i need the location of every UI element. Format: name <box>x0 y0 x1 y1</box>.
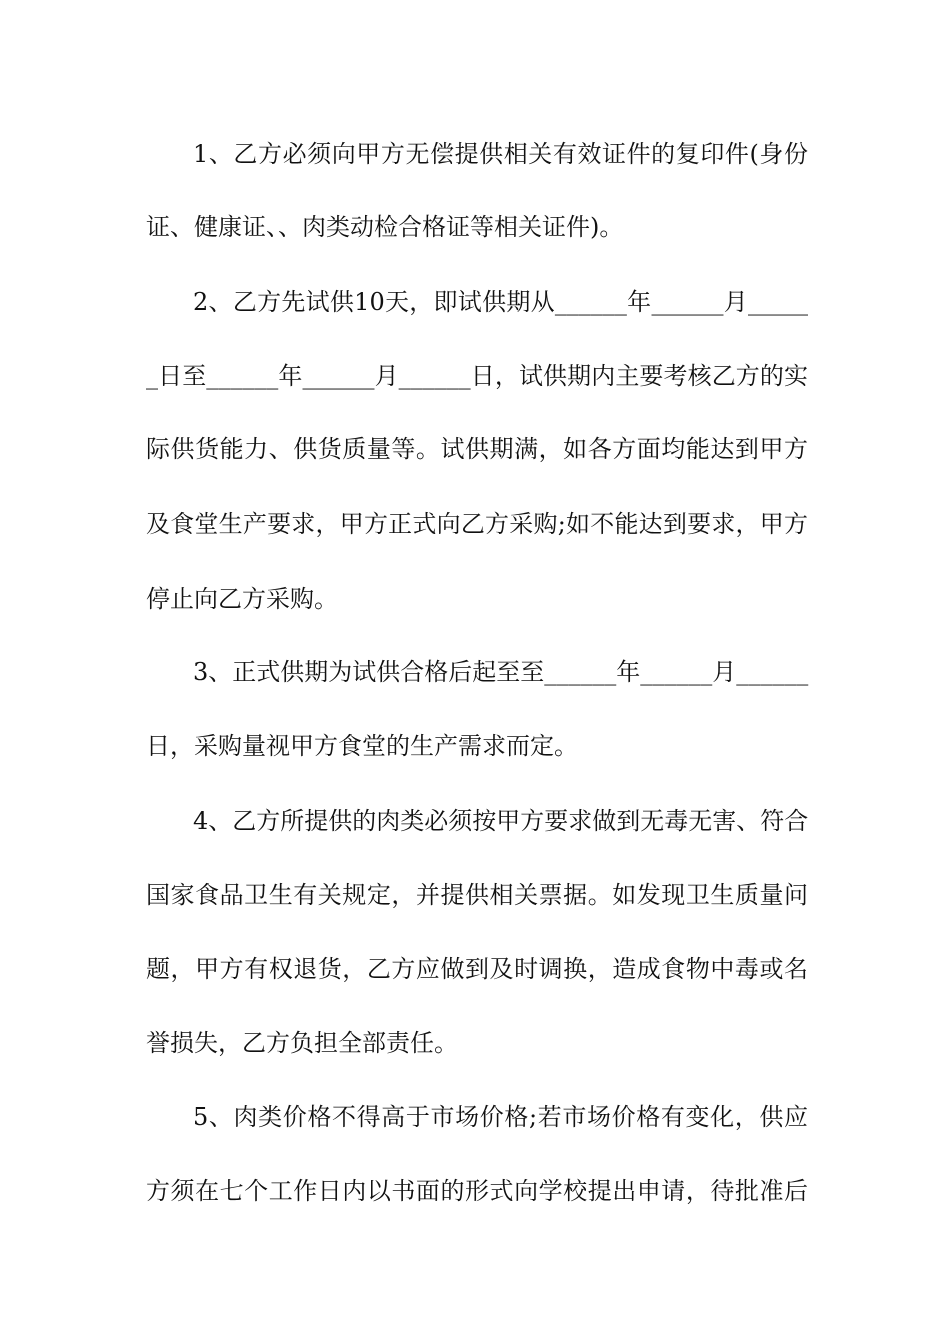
clause-5-line-2: 方须在七个工作日内以书面的形式向学校提出申请，待批准后 <box>146 1177 808 1205</box>
clause-2-line-1: 2、乙方先试供10天，即试供期从______年______月_____ <box>193 288 808 316</box>
clause-2-line-2: _日至______年______月______日，试供期内主要考核乙方的实 <box>146 362 808 390</box>
clause-4-line-1: 4、乙方所提供的肉类必须按甲方要求做到无毒无害、符合 <box>193 807 809 835</box>
clause-3-line-1: 3、正式供期为试供合格后起至至______年______月______ <box>193 658 809 686</box>
clause-3-line-2: 日，采购量视甲方食堂的生产需求而定。 <box>146 732 578 760</box>
clause-1-line-1: 1、乙方必须向甲方无偿提供相关有效证件的复印件(身份 <box>193 140 808 168</box>
clause-4-line-4: 誉损失，乙方负担全部责任。 <box>146 1029 458 1057</box>
clause-5-line-1: 5、肉类价格不得高于市场价格;若市场价格有变化，供应 <box>193 1103 808 1131</box>
clause-2-line-3: 际供货能力、供货质量等。试供期满，如各方面均能达到甲方 <box>146 435 808 463</box>
clause-4-line-3: 题，甲方有权退货，乙方应做到及时调换，造成食物中毒或名 <box>146 955 808 983</box>
clause-4-line-2: 国家食品卫生有关规定，并提供相关票据。如发现卫生质量问 <box>146 881 808 909</box>
clause-1-line-2: 证、健康证、、肉类动检合格证等相关证件)。 <box>146 213 624 241</box>
clause-2-line-4: 及食堂生产要求，甲方正式向乙方采购;如不能达到要求，甲方 <box>146 510 808 538</box>
clause-2-line-5: 停止向乙方采购。 <box>146 585 338 613</box>
